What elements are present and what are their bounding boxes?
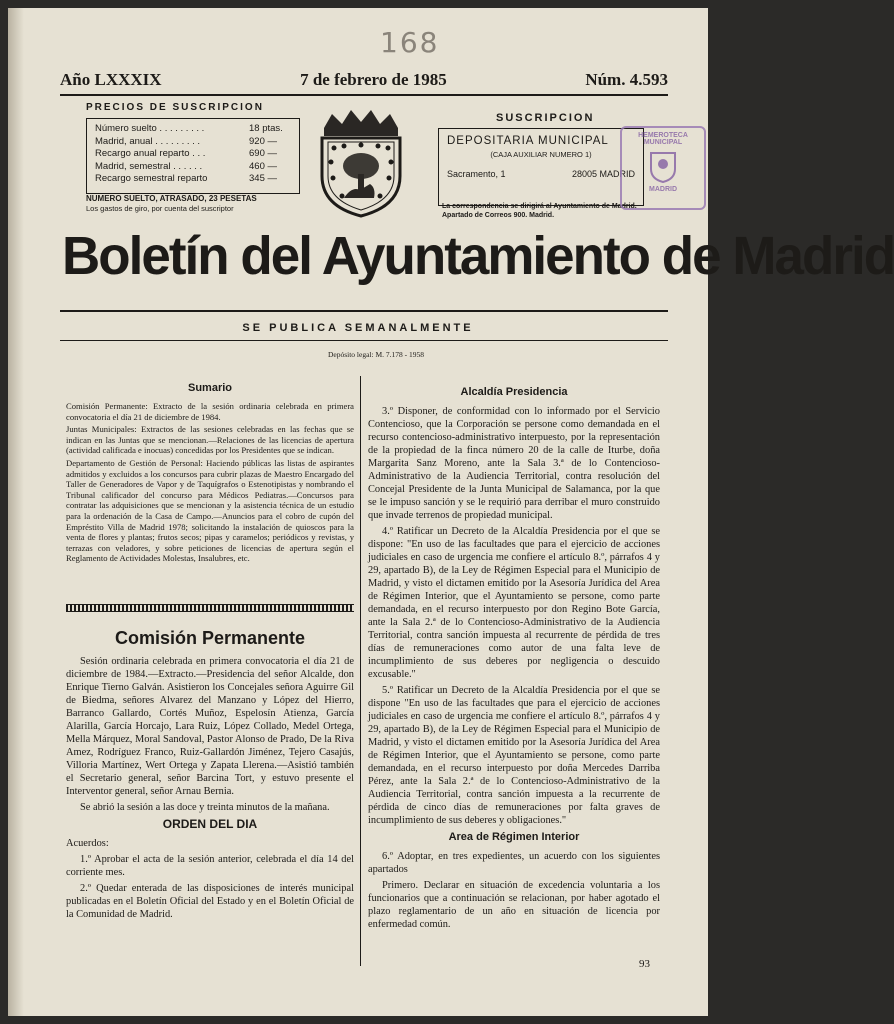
- prices-title: PRECIOS DE SUSCRIPCION: [86, 102, 264, 113]
- agreement-item: 3.º Disponer, de conformidad con lo informado por el Servicio Contencioso, que la Corporación se persone como demandada en el recurso contencioso-administrativo interpuesto, por la representación de la propiedad de la finca número 20 de la calle de Iturbe, doña Margarita Sanz Moreno, ante la Sala 3.ª de lo Contencioso-Administrativo de la Audiencia Territorial, contra resolución del Concejal Presidente de la Junta Municipal de Salamanca, por la que se le impuso sanción y se le requirió para derribar el muro construido que invade terrenos de propiedad municipal.: [368, 406, 660, 521]
- subscription-box: [438, 128, 644, 206]
- newspaper-masthead: Boletín del Ayuntamiento de Madrid: [62, 226, 894, 286]
- tagline-rule: [60, 340, 668, 341]
- prices-box: [86, 118, 300, 194]
- summary-section: [66, 378, 354, 566]
- price-row: Recargo semestral reparto 345 —: [95, 173, 277, 184]
- agreement-item: 4.º Ratificar un Decreto de la Alcaldía Presidencia por el que se dispone: "En uso de las facultades que para el ejercicio de acciones judiciales en caso de urgencia me confiere el artículo 8.º, párrafos 4 y 29, apartado B), de la Ley de Régimen Especial para el Municipio de Madrid, y visto el dictamen emitido por la Asesoría Jurídica del Area de Régimen Interior, que el Ayuntamiento se persone, como parte demandada, en el recurso interpuesto por don Regino Bote García, ante la Sala 2.ª de lo Contencioso-Administrativo de la Audiencia Territorial, contra sanción impuesta al recurrente de pérdida de tres días de remuneraciones como autor de una falta leve de incumplimiento de sus deberes por negligencia o descuido excusable.": [368, 526, 660, 680]
- price-row: Madrid, anual . . . . . . . . . 920 —: [95, 135, 277, 147]
- handwritten-page-number: 168: [380, 26, 440, 59]
- column-divider: [360, 376, 361, 966]
- masthead-rule: [60, 310, 668, 312]
- price-row: Número suelto . . . . . . . . . 18 ptas.: [95, 123, 283, 134]
- agreement-item: Primero. Declarar en situación de excedencia voluntaria a los funcionarios que a continuación se relacionan, por haber agotado el plazo reglamentario de un año en situación de licencia por enfermedad común.: [368, 880, 660, 930]
- stamp-emblem-icon: [648, 149, 678, 183]
- commission-paragraph: Sesión ordinaria celebrada en primera convocatoria el día 21 de diciembre de 1984.—Extracto.—Presidencia del señor Alcalde, don Enrique Tierno Galván. Asistieron los Concejales señora Aguirre Gil de Biedma, señores Alvarez del Manzano y López del Hierro, Barranco Gallardo, Cortés Muñoz, Espelosín Atienza, García Alarilla, García Horcajo, Lara Ruiz, López Collado, Medel Ortega, Mella Márquez, Moral Sandoval, Pastor Alonso de Prado, De la Riva Amez, Rodríguez Franco, Ruiz-Gallardón Jiménez, Tejero Casajús, Villoria Martínez, Wert Ortega y Zapata Llerena.—Asistió también el Secretario general, señor Barcina Tort, y estuvo presente el Interventor general, señor Arnau Bernia.: [66, 656, 354, 797]
- subscription-city: 28005 MADRID: [571, 169, 635, 179]
- commission-paragraph: Se abrió la sesión a las doce y treinta minutos de la mañana.: [80, 802, 330, 813]
- issue-date: 7 de febrero de 1985: [300, 70, 447, 89]
- internal-regime-title: Area de Régimen Interior: [448, 831, 580, 843]
- header-rule: [60, 94, 668, 96]
- issue-header: [60, 70, 668, 96]
- subscription-title: SUSCRIPCION: [496, 112, 595, 124]
- agreement-item: 2.º Quedar enterada de las disposiciones de interés municipal publicadas en el Boletín Oficial del Estado y en el Boletín Oficial de la Comunidad de Madrid.: [66, 883, 354, 920]
- mayoralty-title: Alcaldía Presidencia: [460, 386, 568, 398]
- subscription-address: Sacramento, 1: [447, 169, 506, 179]
- agreement-item: 6.º Adoptar, en tres expedientes, un acuerdo con los siguientes apartados: [368, 851, 660, 875]
- commission-section: [66, 626, 354, 924]
- price-row: Recargo anual reparto . . . 690 —: [95, 148, 277, 159]
- summary-item: Juntas Municipales: Extractos de las sesiones celebradas en las fechas que se indican en las Juntas que se mencionan.—Relaciones de las licencias de apertura (actividad calificada e inocuas) concedidas por los Presidentes que se indican.: [66, 424, 354, 456]
- subscription-note: La correspondencia se dirigirá al Ayuntamiento de Madrid. Apartado de Correos 900. Madrid.: [442, 203, 637, 219]
- prices-table: [95, 123, 291, 186]
- subscription-office: DEPOSITARIA MUNICIPAL: [447, 135, 609, 147]
- agreement-item: 1.º Aprobar el acta de la sesión anterior, celebrada el día 14 del corriente mes.: [66, 854, 354, 878]
- document-page: [8, 8, 894, 1016]
- subscription-office-sub: (CAJA AUXILIAR NUMERO 1): [490, 150, 592, 159]
- tagline: SE PUBLICA SEMANALMENTE: [242, 322, 474, 334]
- commission-title: Comisión Permanente: [114, 628, 306, 648]
- summary-list: [66, 401, 354, 564]
- madrid-coat-of-arms-icon: [314, 106, 408, 218]
- price-row: Madrid, semestral . . . . . . 460 —: [95, 160, 277, 172]
- book-spine-shadow: [8, 8, 24, 1016]
- agreements-label: Acuerdos:: [66, 838, 109, 849]
- agenda-title: ORDEN DEL DIA: [162, 817, 258, 831]
- prices-note-2: Los gastos de giro, por cuenta del suscriptor: [86, 204, 234, 213]
- summary-item: Departamento de Gestión de Personal: Haciendo públicas las listas de aspirantes admitidos y excluidos a los concursos para cubrir plazas de Maestro Encargado del Taller de Generadores de Vapor y de Taquígrafos o Estenotipistas y nombrando el Tribunal calificador del concurso para Médicos Pediatras.—Concursos para contratar las adquisiciones que se mencionan y la asistencia técnica de un estudio para la ordenación de la Casa de Campo.—Anuncios para el cobro de cupón del Empréstito Villa de Madrid 1978; solicitando la instalación de quioscos para la venta de flores y plantas; frutos secos; pipas y caramelos; periódicos y revistas, y terrazas con veladores, y sobre peticiones de licencias de apertura según el Reglamento de Actividades Molestas, Insalubres, etc.: [66, 457, 354, 564]
- agreement-item: 5.º Ratificar un Decreto de la Alcaldía Presidencia por el que se dispone "En uso de las facultades que para el ejercicio de acciones judiciales en caso de urgencia me confiere el artículo 8.º, párrafos 4 y 29, apartado B), de la Ley de Régimen Especial para el Municipio de Madrid, y visto el dictamen emitido por la Asesoría Jurídica del Area de Régimen Interior, que el Ayuntamiento se persone, como parte demandada, en el recurso interpuesto por doña Mercedes Darriba Pérez, ante la Sala 2.ª de lo Contencioso-Administrativo de la Audiencia Territorial, contra sanción impuesta a la recurrente de pérdida de cinco días de remuneraciones por falta graves de incumplimiento de sus deberes y obligaciones.": [368, 685, 660, 826]
- prices-note-1: NUMERO SUELTO, ATRASADO, 23 PESETAS: [86, 194, 257, 203]
- issue-number: Núm. 4.593: [585, 70, 668, 89]
- right-column: [368, 382, 660, 934]
- legal-deposit: Depósito legal: M. 7.178 - 1958: [327, 350, 425, 359]
- library-stamp: HEMEROTECA MUNICIPAL MADRID: [620, 126, 706, 210]
- page-number: 93: [639, 958, 650, 970]
- issue-year: Año LXXXIX: [60, 70, 162, 89]
- summary-title: Sumario: [187, 382, 232, 394]
- section-separator: [66, 604, 354, 612]
- subscription-address-row: [447, 169, 635, 179]
- summary-item: Comisión Permanente: Extracto de la sesión ordinaria celebrada en primera convocatoria el día 21 de diciembre de 1984.: [66, 401, 354, 422]
